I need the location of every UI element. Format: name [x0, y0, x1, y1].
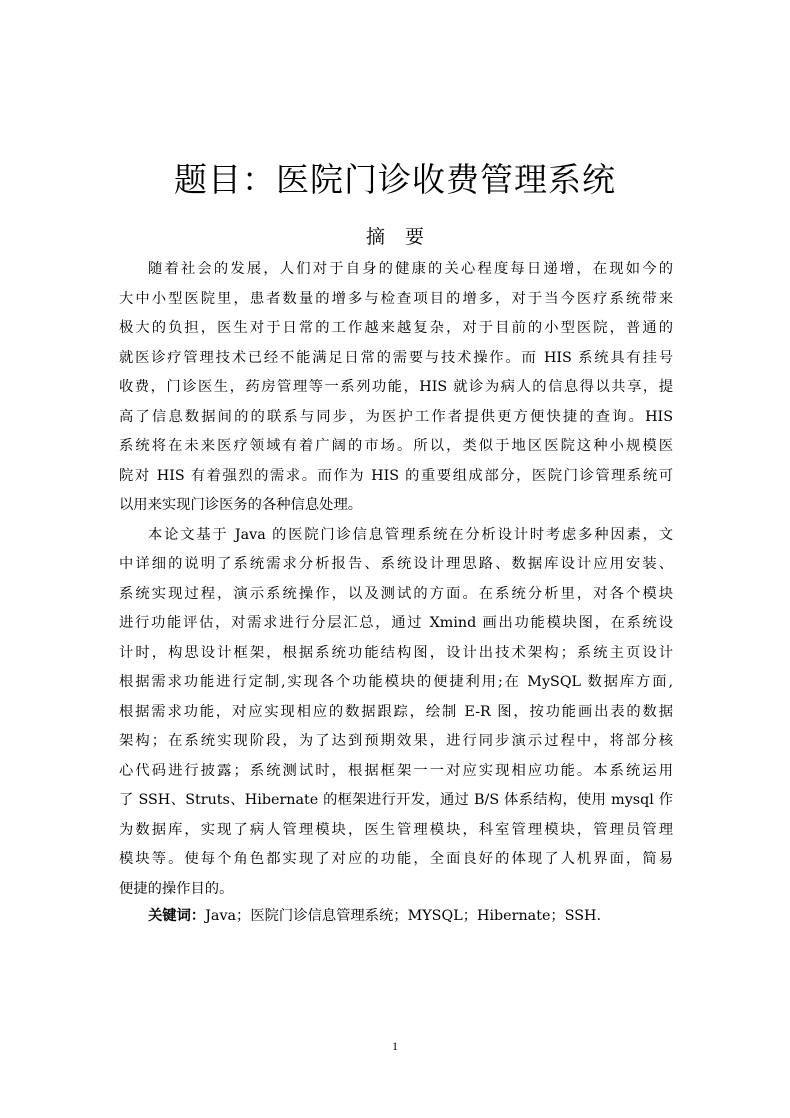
text-line: 院对 HIS 有着强烈的需求。而作为 HIS 的重要组成部分，医院门诊管理系统可 — [119, 467, 673, 484]
text-line: 模块等。使每个角色都实现了对应的功能，全面良好的体现了人机界面，简易 — [119, 851, 673, 867]
keywords-line — [148, 902, 688, 932]
text-line: 进行功能评估，对需求进行分层汇总，通过 Xmind 画出功能模块图，在系统设 — [119, 615, 673, 631]
text-line: 了 SSH、Struts、Hibernate 的框架进行开发，通过 B/S 体系结构，使用 mysql 作 — [119, 792, 673, 808]
text-line: 为数据库，实现了病人管理模块，医生管理模块，科室管理模块，管理员管理 — [119, 821, 673, 838]
text-line: 架构；在系统实现阶段，为了达到预期效果，进行同步演示过程中，将部分核 — [119, 733, 673, 749]
page-title: 题目：医院门诊收费管理系统 — [174, 160, 616, 199]
text-line: 心代码进行披露；系统测试时，根据框架一一对应实现相应功能。本系统运用 — [119, 762, 673, 779]
text-line: 根据需求功能进行定制,实现各个功能模块的便捷利用;在 MySQL 数据库方面, — [119, 674, 673, 690]
text-line: 系统实现过程，演示系统操作，以及测试的方面。在系统分析里，对各个模块 — [119, 585, 673, 602]
text-line: 高了信息数据间的的联系与同步，为医护工作者提供更方便快捷的查询。HIS — [119, 408, 673, 425]
text-line: 便捷的操作目的。 — [119, 880, 234, 897]
abstract-body — [119, 255, 673, 904]
text-line: 以用来实现门诊医务的各种信息处理。 — [119, 497, 363, 513]
text-line: 中详细的说明了系统需求分析报告、系统设计理思路、数据库设计应用安装、 — [119, 556, 673, 572]
abstract-paragraph-2 — [119, 521, 673, 905]
text-line: 就医诊疗管理技术已经不能满足日常的需要与技术操作。而 HIS 系统具有挂号 — [119, 349, 673, 366]
abstract-paragraph-1 — [119, 255, 673, 521]
abstract-heading: 摘要 — [365, 226, 444, 248]
text-line: 大中小型医院里，患者数量的增多与检查项目的增多，对于当今医疗系统带来 — [119, 290, 673, 307]
text-line: 本论文基于 Java 的医院门诊信息管理系统在分析设计时考虑多种因素，文 — [148, 526, 673, 543]
page-number: 1 — [392, 1039, 398, 1053]
keywords-text: Java；医院门诊信息管理系统；MYSQL；Hibernate；SSH. — [205, 908, 602, 924]
text-line: 计时，构思设计框架，根据系统功能结构图，设计出技术架构；系统主页设计 — [119, 644, 673, 661]
text-line: 收费，门诊医生，药房管理等一系列功能，HIS 就诊为病人的信息得以共享，提 — [119, 379, 673, 395]
text-line: 系统将在未来医疗领域有着广阔的市场。所以，类似于地区医院这种小规模医 — [119, 438, 673, 454]
text-line: 根据需求功能，对应实现相应的数据跟踪，绘制 E-R 图，按功能画出表的数据 — [119, 703, 673, 720]
keywords-label: 关键词： — [148, 908, 206, 924]
text-line: 随着社会的发展，人们对于自身的健康的关心程度每日递增，在现如今的 — [148, 261, 673, 277]
text-line: 极大的负担，医生对于日常的工作越来越复杂，对于目前的小型医院，普通的 — [119, 320, 673, 336]
